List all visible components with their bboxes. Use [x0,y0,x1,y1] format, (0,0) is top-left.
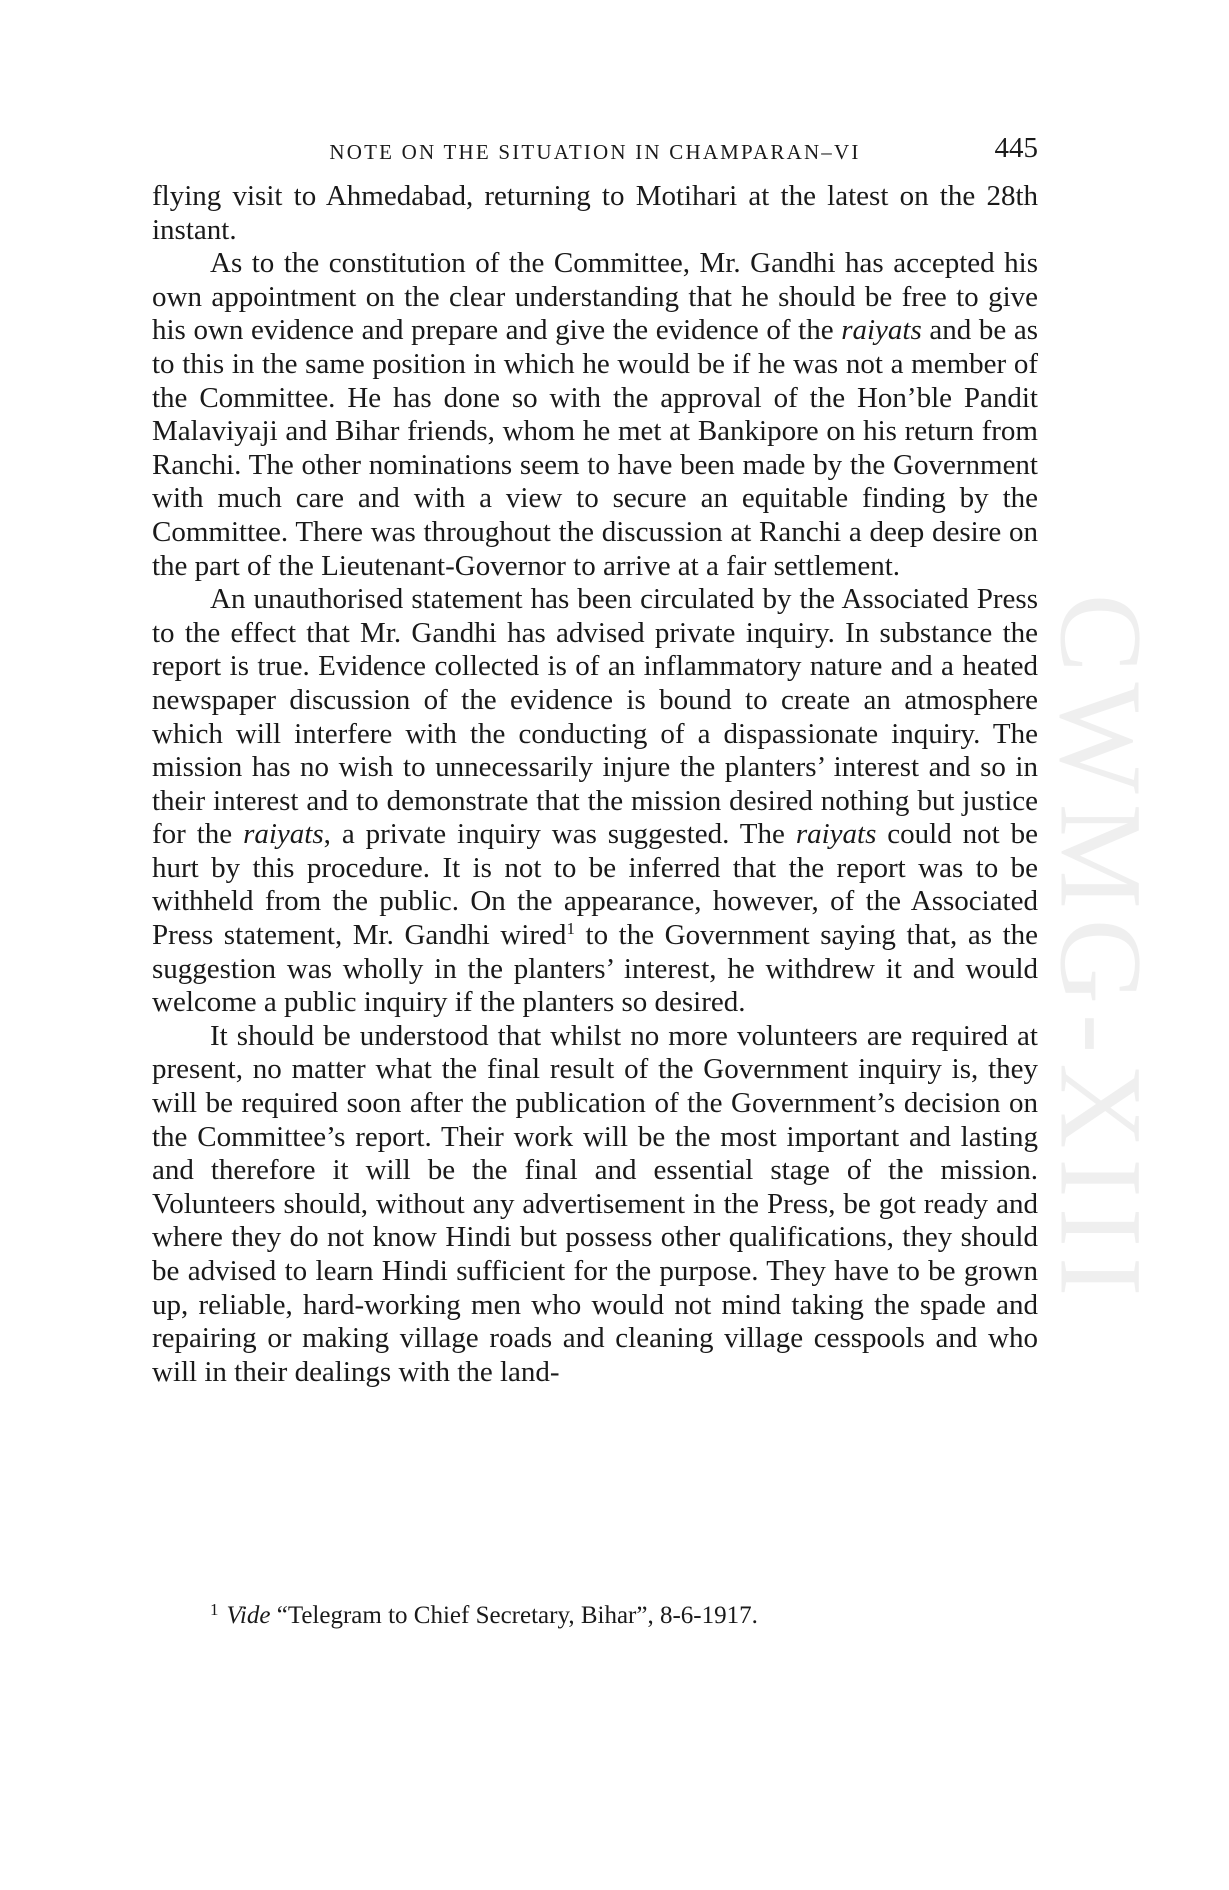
paragraph-3-part-f: to the Government saying that, as the suggestion was wholly in the planters’ interest, he withdrew it and would welcome a public inquiry if the planters so desired. [152,919,1038,1019]
paragraph-2-part-a: As to the constitution of the Committee, Mr. Gandhi has accepted his own appointment on the clear understanding that he should be free to give his own evidence and prepare and give the evidence of the [152,247,1038,347]
paragraph-2 [152,247,1038,583]
watermark [1035,500,1166,1400]
italic-raiyats: raiyats [243,818,324,851]
paragraph-1: flying visit to Ahmedabad, returning to Motihari at the latest on the 28th instant. [152,180,1038,246]
footnote-vide: Vide [226,1602,271,1629]
running-title: NOTE ON THE SITUATION IN CHAMPARAN–VI [329,140,861,164]
footnote-reference[interactable]: 1 [566,919,575,939]
footnote-text: “Telegram to Chief Secretary, Bihar”, 8-6-1917. [270,1602,758,1629]
page-header [152,132,1038,172]
paragraph-4: It should be understood that whilst no more volunteers are required at present, no matter what the final result of the Government inquiry is, they will be required soon after the publication of the Government’s decision on the Committee’s report. Their work will be the most important and lasting and therefore it will be the final and essential stage of the mission. Volunteers should, without any advertisement in the Press, be got ready and where they do not know Hindi but possess other qualifications, they should be advised to learn Hindi sufficient for the purpose. They have to be grown up, reliable, hard-working men who would not mind taking the spade and repairing or making village roads and cleaning village cesspools and who will in their dealings with the land- [152,1019,1038,1388]
body-text [152,180,1038,1389]
italic-raiyats: raiyats [841,314,922,347]
footnote [210,1595,1038,1631]
paragraph-3 [152,583,1038,1020]
italic-raiyats: raiyats [795,818,877,851]
paragraph-2-part-c: and be as to this in the same position in which he would be if he was not a member of the Committee. He has done so with the approval of the Hon’ble Pandit Malaviyaji and Bihar friends, whom he met at Bankipore on his return from Ranchi. The other nominations seem to have been made by the Government with much care and with a view to secure an equitable finding by the Committee. There was throughout the discussion at Ranchi a deep desire on the part of the Lieutenant-Governor to arrive at a fair settlement. [152,314,1038,582]
page-number: 445 [994,132,1038,164]
paragraph-3-part-e: could not be hurt by this procedure. It is not to be inferred that the report was to be withheld from the public. On the appearance, however, of the Associated Press statement, Mr. Gandhi wired [152,818,1038,952]
watermark-text: CWMG-XIII [1035,593,1166,1307]
paragraph-3-part-a: An unauthorised statement has been circulated by the Associated Press to the effect that Mr. Gandhi has advised private inquiry. In substance the report is true. Evidence collected is of an inflammatory nature and a heated newspaper discussion of the evidence is bound to create an atmosphere which will interfere with the conducting of a dispassionate inquiry. The mission has no wish to unnecessarily injure the planters’ interest and so in their interest and to demonstrate that the mission desired nothing but justice for the [152,583,1038,851]
paragraph-3-part-c: , a private inquiry was suggested. The [323,818,796,851]
footnote-marker: 1 [210,1600,219,1619]
